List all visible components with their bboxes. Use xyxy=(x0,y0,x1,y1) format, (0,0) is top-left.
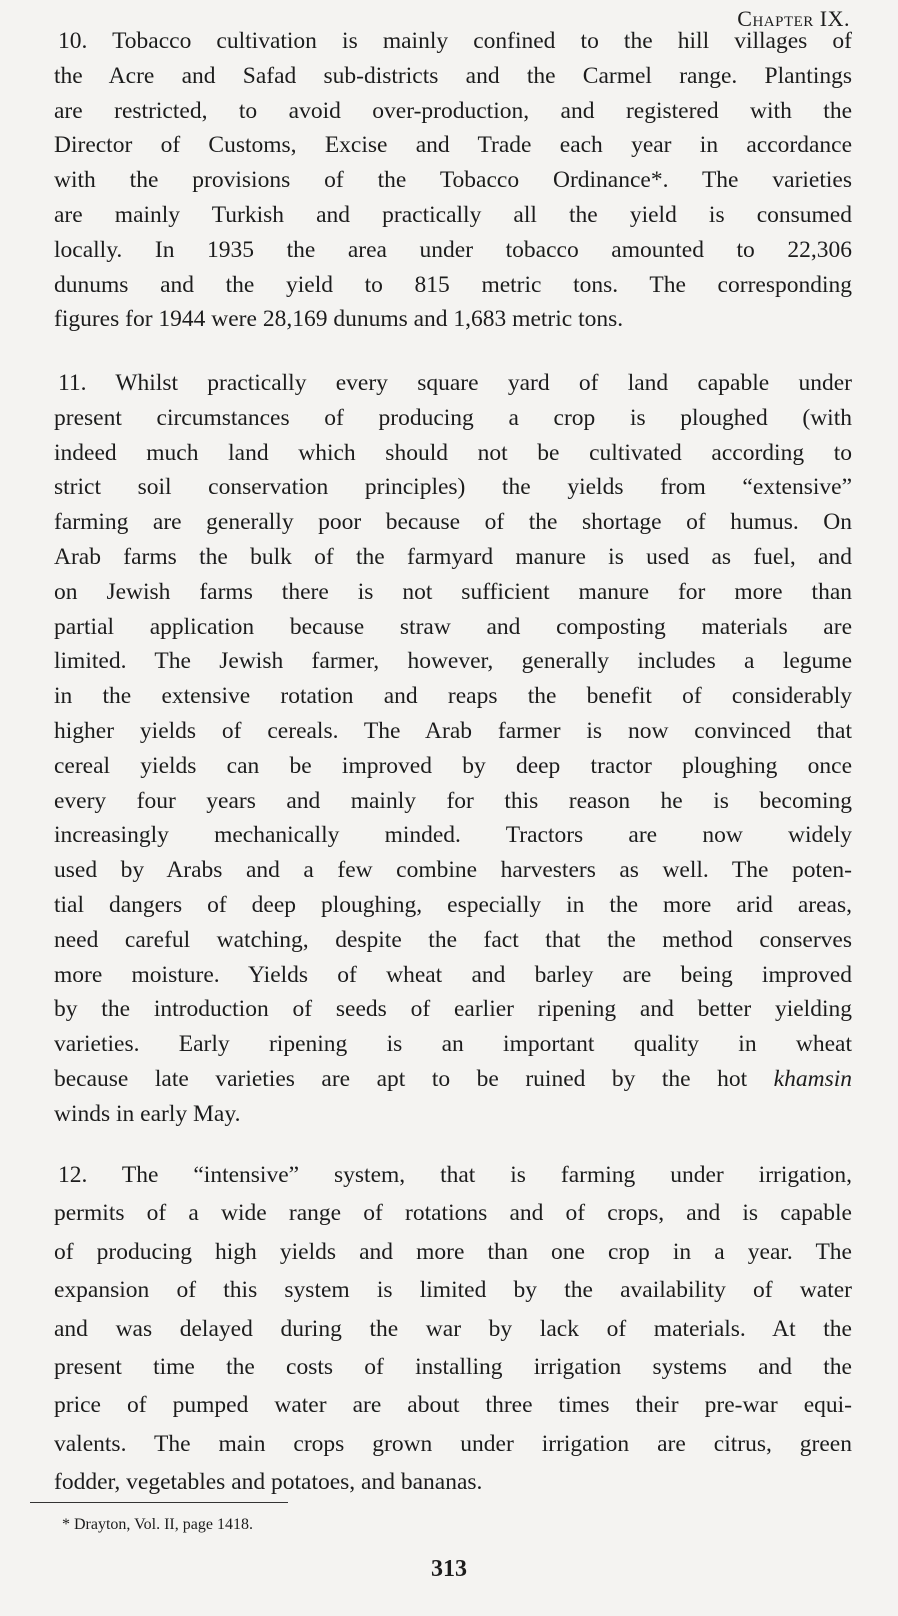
text-line: present time the costs of installing irrigation systems and the xyxy=(54,1353,852,1380)
footnote: * Drayton, Vol. II, page 1418. xyxy=(62,1516,253,1533)
text-line: every four years and mainly for this reason he is becoming xyxy=(54,787,852,814)
text-line: of producing high yields and more than one crop in a year. The xyxy=(54,1238,852,1265)
text-line: expansion of this system is limited by the availability of water xyxy=(54,1277,852,1304)
text-line: dunums and the yield to 815 metric tons. The corresponding xyxy=(54,271,852,298)
text-line: farming are generally poor because of the shortage of humus. On xyxy=(54,509,852,536)
text-line: locally. In 1935 the area under tobacco amounted to 22,306 xyxy=(54,236,852,263)
text-line: 10. Tobacco cultivation is mainly confined to the hill villages of xyxy=(58,28,852,54)
text-line: fodder, vegetables and potatoes, and bananas. xyxy=(54,1469,483,1496)
text-line: are mainly Turkish and practically all the yield is consumed xyxy=(54,201,852,228)
text-line: figures for 1944 were 28,169 dunums and 1,683 metric tons. xyxy=(54,306,624,333)
text-line: strict soil conservation principles) the yields from “extensive” xyxy=(54,474,852,501)
text-line: permits of a wide range of rotations and of crops, and is capable xyxy=(54,1200,852,1227)
footnote-divider xyxy=(30,1502,288,1503)
text-line: on Jewish farms there is not sufficient manure for more than xyxy=(54,578,852,605)
text-line: higher yields of cereals. The Arab farmer is now convinced that xyxy=(54,717,852,744)
text-line: because late varieties are apt to be ruined by the hot khamsin xyxy=(54,1065,852,1092)
text-line: winds in early May. xyxy=(54,1100,241,1127)
text-line: with the provisions of the Tobacco Ordinance*. The varieties xyxy=(54,167,852,194)
paragraph-12 xyxy=(54,1156,852,1502)
text-line: more moisture. Yields of wheat and barley are being improved xyxy=(54,961,852,988)
chapter-header: Chapter IX. xyxy=(737,6,850,31)
text-line: used by Arabs and a few combine harvesters as well. The poten- xyxy=(54,857,852,884)
text-line: are restricted, to avoid over-production, and registered with the xyxy=(54,97,852,124)
text-line: tial dangers of deep ploughing, especially in the more arid areas, xyxy=(54,891,852,918)
text-line: and was delayed during the war by lack of materials. At the xyxy=(54,1315,852,1342)
paragraph-10 xyxy=(54,24,852,337)
text-line: limited. The Jewish farmer, however, generally includes a legume xyxy=(54,648,852,675)
text-line: Director of Customs, Excise and Trade each year in accordance xyxy=(54,132,852,159)
text-line: 12. The “intensive” system, that is farming under irrigation, xyxy=(58,1162,852,1188)
text-line: varieties. Early ripening is an important quality in wheat xyxy=(54,1031,852,1058)
paragraph-11 xyxy=(54,366,852,1132)
text-line: partial application because straw and composting materials are xyxy=(54,613,852,640)
text-line: need careful watching, despite the fact that the method conserves xyxy=(54,926,852,953)
text-line: valents. The main crops grown under irrigation are citrus, green xyxy=(54,1430,852,1457)
text-line: present circumstances of producing a crop is ploughed (with xyxy=(54,404,852,431)
text-line: in the extensive rotation and reaps the benefit of considerably xyxy=(54,683,852,710)
text-line: increasingly mechanically minded. Tractors are now widely xyxy=(54,822,852,849)
text-line: 11. Whilst practically every square yard of land capable under xyxy=(58,370,852,396)
page-number: 313 xyxy=(431,1556,467,1582)
text-line: cereal yields can be improved by deep tractor ploughing once xyxy=(54,752,852,779)
text-line: price of pumped water are about three times their pre-war equi- xyxy=(54,1392,852,1419)
text-line: by the introduction of seeds of earlier ripening and better yielding xyxy=(54,996,852,1023)
text-line: indeed much land which should not be cultivated according to xyxy=(54,439,852,466)
text-line: Arab farms the bulk of the farmyard manure is used as fuel, and xyxy=(54,543,852,570)
text-line: the Acre and Safad sub-districts and the Carmel range. Plantings xyxy=(54,62,852,89)
